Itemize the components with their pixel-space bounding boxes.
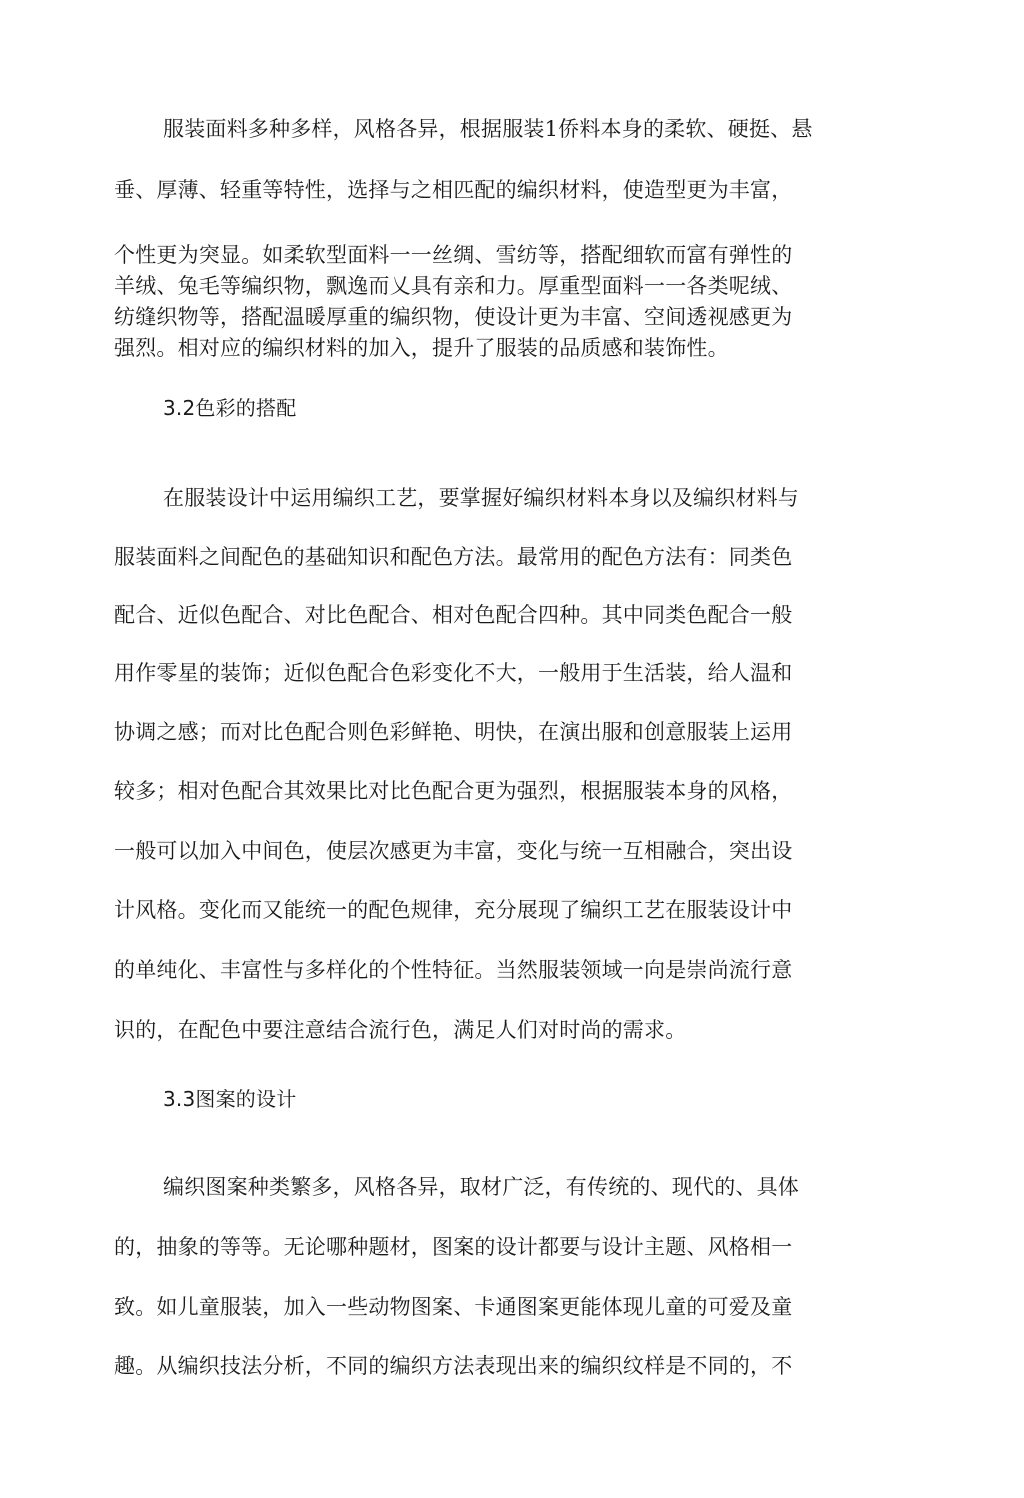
- text-line: 协调之感；而对比色配合则色彩鲜艳、明快，在演出服和创意服装上运用: [114, 720, 793, 744]
- text-line: 的，抽象的等等。无论哪种题材，图案的设计都要与设计主题、风格相一: [114, 1235, 793, 1259]
- text-line: 强烈。相对应的编织材料的加入，提升了服装的品质感和装饰性。: [114, 336, 729, 360]
- text-line: 在服装设计中运用编织工艺，要掌握好编织材料本身以及编织材料与: [163, 486, 799, 510]
- text-line: 趣。从编织技法分析，不同的编织方法表现出来的编织纹样是不同的，不: [114, 1354, 793, 1378]
- text-line: 配合、近似色配合、对比色配合、相对色配合四种。其中同类色配合一般: [114, 603, 793, 627]
- text-line: 用作零星的装饰；近似色配合色彩变化不大，一般用于生活装，给人温和: [114, 661, 793, 685]
- text-line: 服装面料多种多样，风格各异，根据服装1侨料本身的柔软、硬挺、悬: [163, 117, 813, 141]
- text-line: 羊绒、兔毛等编织物，飘逸而乂具有亲和力。厚重型面料一一各类呢绒、: [114, 274, 793, 298]
- text-line: 识的，在配色中要注意结合流行色，满足人们对时尚的需求。: [114, 1018, 687, 1042]
- text-line: 编织图案种类繁多，风格各异，取材广泛，有传统的、现代的、具体: [163, 1175, 799, 1199]
- text-line: 致。如儿童服装，加入一些动物图案、卡通图案更能体现儿童的可爱及童: [114, 1295, 793, 1319]
- text-line: 的单纯化、丰富性与多样化的个性特征。当然服装领域一向是崇尚流行意: [114, 958, 793, 982]
- text-line: 计风格。变化而又能统一的配色规律，充分展现了编织工艺在服装设计中: [114, 898, 793, 922]
- text-line: 较多；相对色配合其效果比对比色配合更为强烈，根据服装本身的风格，: [114, 779, 793, 803]
- section-heading: 3.3图案的设计: [163, 1087, 297, 1111]
- text-line: 服装面料之间配色的基础知识和配色方法。最常用的配色方法有：同类色: [114, 545, 793, 569]
- text-line: 纺缝织物等，搭配温暖厚重的编织物，使设计更为丰富、空间透视感更为: [114, 305, 793, 329]
- text-line: 个性更为突显。如柔软型面料一一丝绸、雪纺等，搭配细软而富有弹性的: [114, 243, 793, 267]
- text-line: 垂、厚薄、轻重等特性，选择与之相匹配的编织材料，使造型更为丰富，: [114, 178, 793, 202]
- section-heading: 3.2色彩的搭配: [163, 396, 297, 420]
- text-line: 一般可以加入中间色，使层次感更为丰富，变化与统一互相融合，突出设: [114, 839, 793, 863]
